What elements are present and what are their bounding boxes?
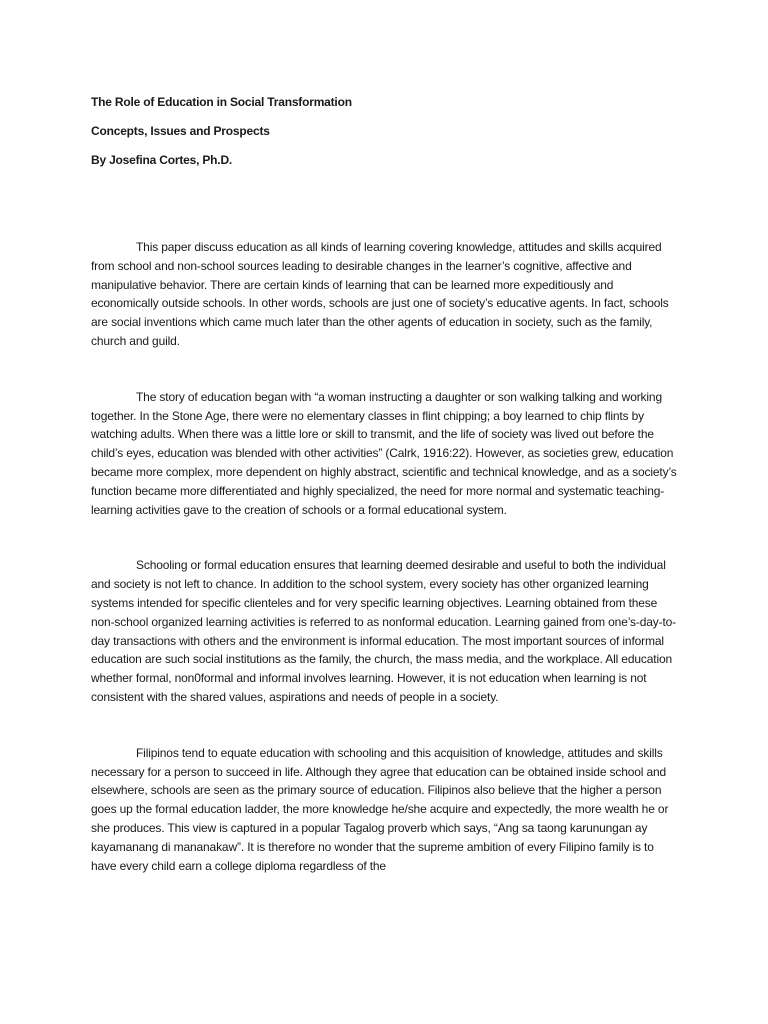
paragraph: The story of education began with “a woman instructing a daughter or son walking talking and working together. In the Stone Age, there were no elementary classes in flint chipping; a boy learned to chip flints by watching adults. When there was a little lore or skill to transmit, and the life of society was lived out before the child’s eyes, education was blended with other activities” (Calrk, 1916:22). However, as societies grew, education became more complex, more dependent on highly abstract, scientific and technical knowledge, and as a society’s function became more differentiated and highly specialized, the need for more normal and systematic teaching-learning activities gave to the creation of schools or a formal educational system. (91, 389, 677, 517)
document-body (91, 238, 679, 912)
document-subtitle: Concepts, Issues and Prospects (91, 124, 270, 138)
paragraph: Schooling or formal education ensures that learning deemed desirable and useful to both the individual and society is not left to chance. In addition to the school system, every society has other organized learning systems intended for specific clienteles and for very specific learning objectives. Learning obtained from these non-school organized learning activities is referred to as nonformal education. Learning gained from one’s-day-to-day transactions with others and the environment is informal education. The most important sources of informal education are such social institutions as the family, the church, the mass media, and the workplace. All education whether formal, non0formal and informal involves learning. However, it is not education when learning is not consistent with the shared values, aspirations and needs of people in a society. (91, 558, 677, 704)
paragraph: Filipinos tend to equate education with schooling and this acquisition of knowledge, attitudes and skills necessary for a person to succeed in life. Although they agree that education can be obtained inside school and elsewhere, schools are seen as the primary source of education. Filipinos also believe that the higher a person goes up the formal education ladder, the more knowledge he/she acquire and expectedly, the more wealth he or she produces. This view is captured in a popular Tagalog proverb which says, “Ang sa taong karunungan ay kayamanang di mananakaw”. It is therefore no wonder that the supreme ambition of every Filipino family is to have every child earn a college diploma regardless of the (91, 745, 669, 873)
document-header (91, 94, 671, 181)
document-author: By Josefina Cortes, Ph.D. (91, 153, 233, 167)
document-title: The Role of Education in Social Transformation (91, 95, 352, 109)
paragraph: This paper discuss education as all kinds of learning covering knowledge, attitudes and skills acquired from school and non-school sources leading to desirable changes in the learner’s cognitive, affective and manipulative behavior. There are certain kinds of learning that can be learned more expeditiously and economically outside schools. In other words, schools are just one of society’s educative agents. In fact, schools are social inventions which came much later than the other agents of education in society, such as the family, church and guild. (91, 240, 669, 348)
